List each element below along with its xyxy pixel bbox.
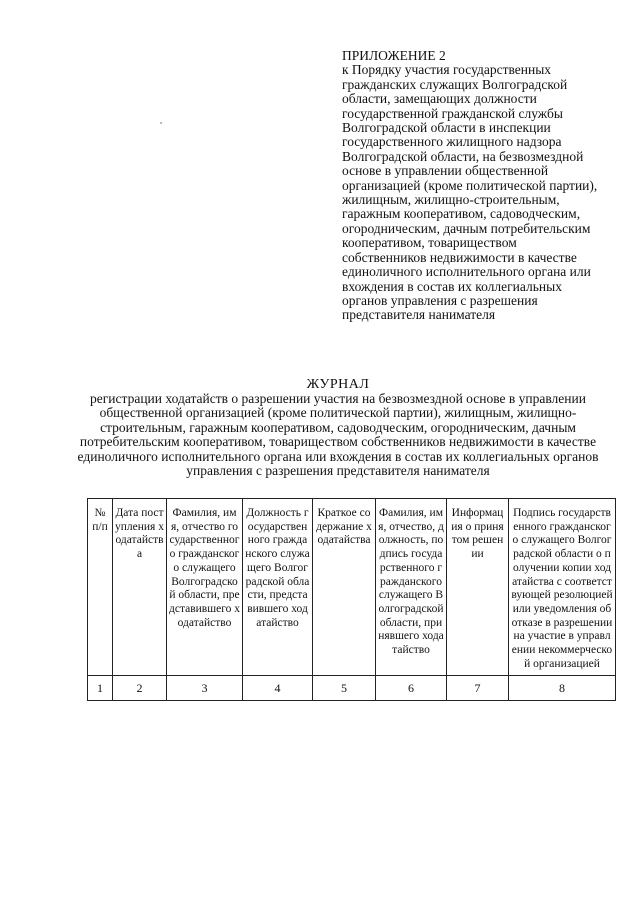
appendix-heading: ПРИЛОЖЕНИЕ 2 [342,48,446,63]
journal-title: ЖУРНАЛ [306,377,370,392]
column-header-receiver: Фамилия, имя, отчество, должность, подпись государственного гражданского служащего Волгоградской области, принявшего ходатайство [376,499,447,676]
journal-header [70,377,606,478]
column-number-cell: 6 [376,676,447,701]
table-header-row [88,499,616,676]
column-header-date: Дата поступления ходатайства [113,499,167,676]
column-number-cell: 1 [88,676,113,701]
column-header-position: Должность государственного гражданского служащего Волгоградской области, представившего ходатайство [243,499,313,676]
column-number-cell: 2 [113,676,167,701]
scan-speck [160,122,162,124]
column-number-cell: 4 [243,676,313,701]
appendix-text: к Порядку участия государственных гражданских служащих Волгоградской области, замещающих должности государственной гражданской службы Волгоградской области в инспекции государственного жилищного надзора Волгоградской области, на безвозмездной основе в управлении общественной организацией (кроме политической партии), жилищным, жилищно-строительным, гаражным кооперативом, садоводческим, огородническим, дачным потребительским кооперативом, товариществом собственников недвижимости в качестве единоличного исполнительного органа или вхождения в состав их коллегиальных органов управления с разрешения представителя нанимателя [342,62,598,323]
column-number-cell: 5 [313,676,376,701]
column-header-summary: Краткое содержание ходатайства [313,499,376,676]
journal-description: регистрации ходатайств о разрешении участия на безвозмездной основе в управлении общественной организацией (кроме политической партии), жилищным, жилищно-строительным, гаражным кооперативом, садоводческим, огородническим, дачным потребительским кооперативом, товариществом собственников недвижимости в качестве единоличного исполнительного органа или вхождения в состав их коллегиальных органов управления с разрешения представителя нанимателя [77,391,599,479]
registration-table [87,498,616,701]
column-header-applicant-name: Фамилия, имя, отчество государственного гражданского служащего Волгоградской области, представившего ходатайство [167,499,243,676]
column-header-signature: Подпись государственного гражданского служащего Волгоградской области о получении копии ходатайства с соответствующей резолюцией или уведомления об отказе в разрешении на участие в управлении некоммерческой организацией [509,499,616,676]
column-header-decision: Информация о принятом решении [447,499,509,676]
table-row [88,676,616,701]
appendix-block [342,49,604,323]
column-number-cell: 8 [509,676,616,701]
column-number-cell: 7 [447,676,509,701]
column-number-cell: 3 [167,676,243,701]
column-header-number: № п/п [88,499,113,676]
